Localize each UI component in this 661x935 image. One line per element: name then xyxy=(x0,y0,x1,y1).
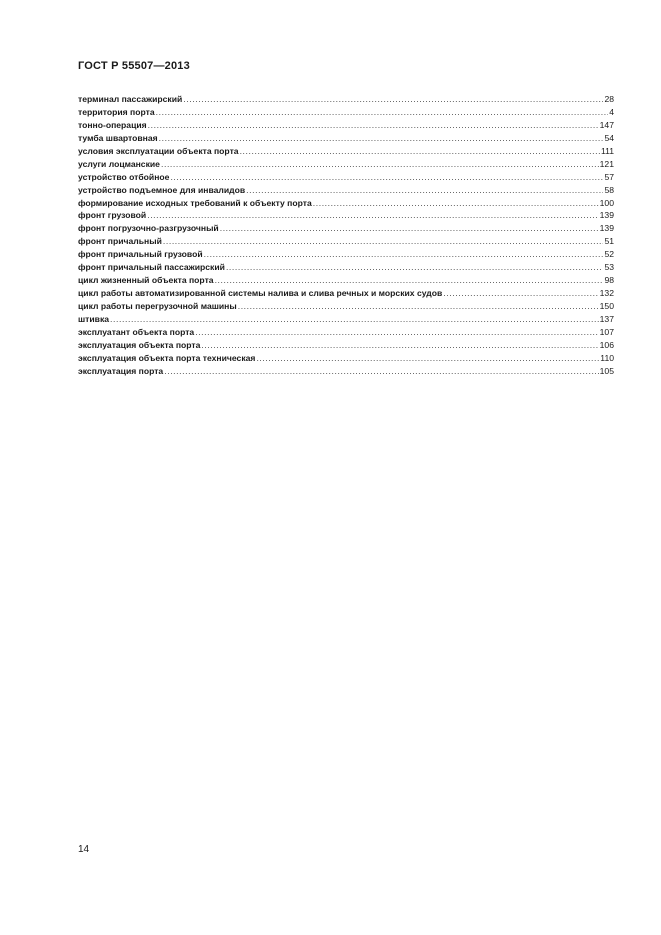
index-entry xyxy=(78,209,614,222)
index-term: цикл работы перегрузочной машины xyxy=(78,301,237,311)
index-page-ref: 58 xyxy=(604,184,614,195)
index-term: фронт погрузочно-разгрузочный xyxy=(78,223,219,234)
index-page-ref: 137 xyxy=(599,313,614,324)
dot-leader xyxy=(159,132,604,145)
index-entry xyxy=(78,197,614,210)
index-entry xyxy=(78,184,614,197)
index-term: устройство подъемное для инвалидов xyxy=(78,184,246,195)
index-entry xyxy=(78,132,614,145)
index-term: фронт причальный xyxy=(78,236,162,247)
index-entry xyxy=(78,287,614,300)
dot-leader xyxy=(170,171,603,184)
index-term: цикл жизненный объекта порта xyxy=(78,275,214,286)
index-entry xyxy=(78,158,614,171)
index-term: эксплуатация порта xyxy=(78,365,164,376)
dot-leader xyxy=(246,184,603,197)
index-page-ref: 51 xyxy=(604,236,614,247)
index-entry xyxy=(78,171,614,184)
index-term: эксплуатация объекта порта техническая xyxy=(78,352,256,363)
index-page-ref: 111 xyxy=(600,145,614,156)
index-entry xyxy=(78,235,614,248)
dot-leader xyxy=(163,235,604,248)
index-entry xyxy=(78,300,614,313)
dot-leader xyxy=(238,300,599,313)
index-page-ref: 98 xyxy=(604,275,614,286)
index-term: эксплуатант объекта порта xyxy=(78,326,195,337)
index-entry xyxy=(78,274,614,287)
index-page-ref: 139 xyxy=(599,223,614,234)
index-page-ref: 150 xyxy=(599,301,614,311)
index-term: цикл работы автоматизированной системы налива и слива речных и морских судов xyxy=(78,288,443,299)
index-entry xyxy=(78,222,614,235)
dot-leader xyxy=(164,365,598,378)
index-entry xyxy=(78,352,614,365)
index-page-ref: 53 xyxy=(604,262,614,273)
index-entry xyxy=(78,326,614,339)
dot-leader xyxy=(204,248,604,261)
index-entry xyxy=(78,145,614,158)
index-term: устройство отбойное xyxy=(78,171,170,182)
index-page-ref: 121 xyxy=(599,158,614,169)
index-page-ref: 110 xyxy=(600,352,614,363)
index-term: фронт грузовой xyxy=(78,210,147,221)
index-page-ref: 106 xyxy=(599,339,614,350)
index-entry xyxy=(78,106,614,119)
index-term: тумба швартовная xyxy=(78,132,158,143)
dot-leader xyxy=(195,326,598,339)
page-number: 14 xyxy=(78,844,90,855)
index-term: штивка xyxy=(78,313,110,324)
index-entry xyxy=(78,365,614,378)
index-entry xyxy=(78,339,614,352)
index-term: территория порта xyxy=(78,106,155,117)
dot-leader xyxy=(147,209,598,222)
dot-leader xyxy=(240,145,600,158)
dot-leader xyxy=(201,339,598,352)
index-entry xyxy=(78,313,614,326)
dot-leader xyxy=(183,93,603,106)
index-page-ref: 28 xyxy=(604,94,614,104)
index-term: эксплуатация объекта порта xyxy=(78,339,201,350)
dot-leader xyxy=(110,313,599,326)
index-term: условия эксплуатации объекта порта xyxy=(78,145,239,156)
index-term: тонно-операция xyxy=(78,119,147,130)
index-page-ref: 107 xyxy=(599,326,614,337)
document-header: ГОСТ Р 55507—2013 xyxy=(78,60,190,72)
dot-leader xyxy=(256,352,599,365)
index-page-ref: 4 xyxy=(609,106,614,117)
dot-leader xyxy=(220,222,599,235)
dot-leader xyxy=(161,158,599,171)
dot-leader xyxy=(215,274,604,287)
index-page-ref: 139 xyxy=(599,210,614,221)
index-term: фронт причальный грузовой xyxy=(78,249,203,260)
index-term: услуги лоцманские xyxy=(78,158,160,169)
dot-leader xyxy=(313,197,599,210)
alphabetical-index xyxy=(78,93,614,378)
dot-leader xyxy=(148,119,599,132)
index-page-ref: 52 xyxy=(604,249,614,260)
dot-leader xyxy=(443,287,598,300)
index-page-ref: 105 xyxy=(599,365,614,376)
index-page-ref: 147 xyxy=(599,119,614,130)
dot-leader xyxy=(156,106,609,119)
index-page-ref: 100 xyxy=(599,197,614,208)
index-entry xyxy=(78,261,614,274)
index-page-ref: 57 xyxy=(604,171,614,182)
index-entry xyxy=(78,119,614,132)
index-page-ref: 54 xyxy=(604,132,614,143)
index-entry xyxy=(78,248,614,261)
index-term: терминал пассажирский xyxy=(78,94,183,104)
dot-leader xyxy=(226,261,604,274)
index-term: фронт причальный пассажирский xyxy=(78,262,225,273)
index-page-ref: 132 xyxy=(599,288,614,299)
index-term: формирование исходных требований к объекту порта xyxy=(78,197,312,208)
index-entry xyxy=(78,93,614,106)
